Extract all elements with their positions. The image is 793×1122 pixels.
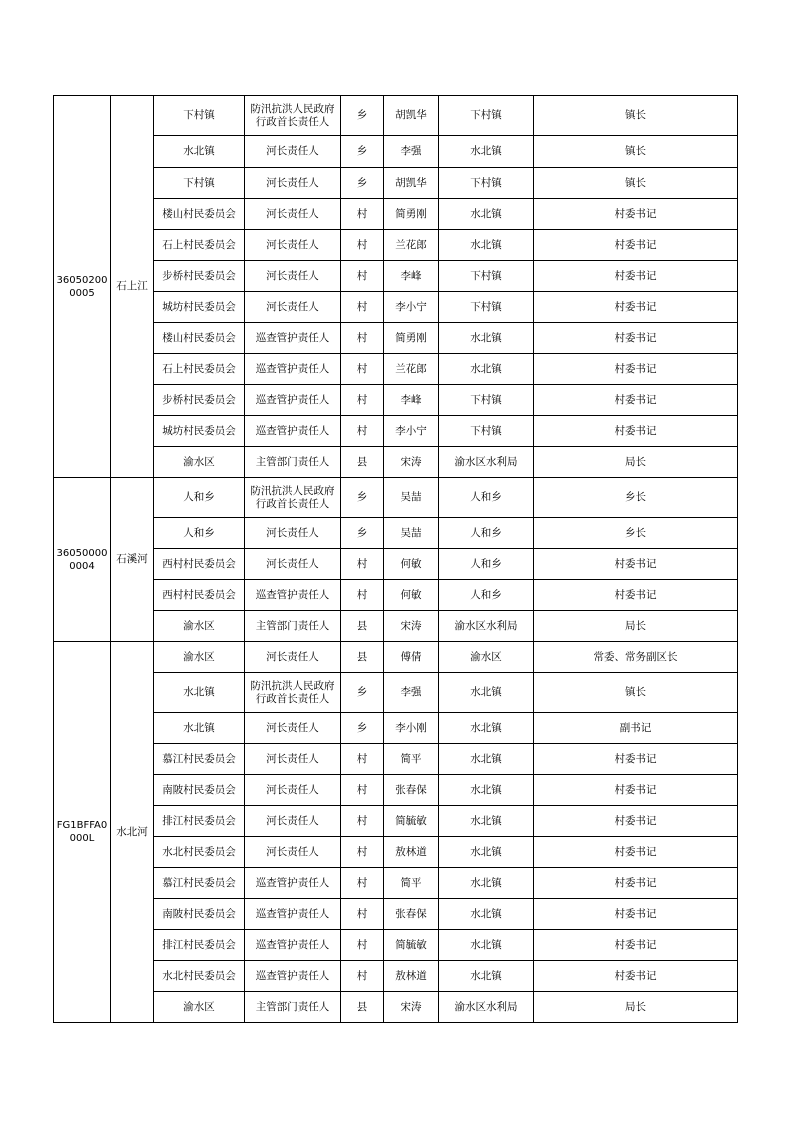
- level-cell: 村: [356, 557, 368, 570]
- org-cell: 水北镇: [470, 331, 502, 344]
- person-name-cell: 李强: [400, 686, 422, 698]
- table-rule: [737, 712, 738, 744]
- unit-cell: 渝水区: [183, 619, 215, 632]
- org-cell: 水北镇: [470, 876, 502, 889]
- table-rule: [53, 1022, 738, 1023]
- unit-cell: 慕江村民委员会: [162, 752, 236, 765]
- org-cell: 水北镇: [470, 969, 502, 982]
- unit-cell: 步桥村民委员会: [162, 269, 236, 282]
- river-code: 360502000005: [56, 274, 108, 299]
- role-cell: 河长责任人: [266, 721, 319, 734]
- org-cell: 人和乡: [470, 526, 502, 539]
- title-cell: 村委书记: [614, 907, 657, 920]
- table-rule: [737, 95, 738, 136]
- person-name-cell: 宋涛: [400, 1000, 422, 1013]
- person-name-cell: 胡凯华: [395, 109, 427, 121]
- unit-cell: 排江村民委员会: [162, 938, 236, 951]
- role-cell: 河长责任人: [266, 300, 319, 313]
- level-cell: 村: [356, 938, 368, 951]
- role-cell: 河长责任人: [266, 845, 319, 858]
- title-cell: 村委书记: [614, 969, 657, 982]
- role-cell: 防汛抗洪人民政府行政首长责任人: [250, 484, 335, 510]
- role-cell: 主管部门责任人: [255, 455, 330, 468]
- role-cell: 河长责任人: [266, 207, 319, 220]
- org-cell: 渝水区: [470, 650, 502, 663]
- unit-cell: 石上村民委员会: [162, 238, 236, 251]
- unit-cell: 下村镇: [183, 176, 215, 189]
- unit-cell: 水北镇: [183, 721, 215, 734]
- role-cell: 巡查管护责任人: [255, 393, 330, 406]
- river-name: 水北河: [116, 825, 148, 838]
- level-cell: 乡: [356, 721, 368, 734]
- person-name-cell: 张春保: [395, 907, 427, 920]
- org-cell: 下村镇: [470, 393, 502, 406]
- table-rule: [737, 579, 738, 611]
- title-cell: 乡长: [625, 526, 646, 539]
- person-name-cell: 张春保: [395, 783, 427, 796]
- level-cell: 村: [356, 588, 368, 601]
- river-code: 360500000004: [56, 547, 108, 572]
- title-cell: 村委书记: [614, 588, 657, 601]
- level-cell: 县: [356, 619, 368, 632]
- table-rule: [737, 548, 738, 580]
- role-cell: 河长责任人: [266, 145, 319, 157]
- level-cell: 村: [356, 238, 368, 251]
- role-cell: 河长责任人: [266, 238, 319, 251]
- person-name-cell: 简平: [400, 752, 422, 765]
- unit-cell: 楼山村民委员会: [162, 331, 236, 344]
- role-cell: 巡查管护责任人: [255, 938, 330, 951]
- table-rule: [737, 960, 738, 992]
- org-cell: 水北镇: [470, 238, 502, 251]
- unit-cell: 水北镇: [183, 145, 215, 157]
- person-name-cell: 李小刚: [395, 721, 427, 734]
- unit-cell: 慕江村民委员会: [162, 876, 236, 889]
- org-cell: 水北镇: [470, 938, 502, 951]
- level-cell: 乡: [356, 686, 368, 698]
- person-name-cell: 敖林道: [395, 969, 427, 982]
- table-rule: [737, 517, 738, 549]
- unit-cell: 城坊村民委员会: [162, 424, 236, 437]
- person-name-cell: 敖林道: [395, 845, 427, 858]
- table-rule: [737, 291, 738, 323]
- river-name: 石上江: [116, 280, 148, 292]
- org-cell: 渝水区水利局: [454, 455, 518, 468]
- title-cell: 村委书记: [614, 814, 657, 827]
- table-rule: [737, 991, 738, 1023]
- role-cell: 河长责任人: [266, 557, 319, 570]
- level-cell: 村: [356, 424, 368, 437]
- org-cell: 下村镇: [470, 424, 502, 437]
- person-name-cell: 李峰: [400, 269, 422, 282]
- level-cell: 村: [356, 845, 368, 858]
- unit-cell: 石上村民委员会: [162, 362, 236, 375]
- table-rule: [737, 260, 738, 292]
- level-cell: 村: [356, 814, 368, 827]
- role-cell: 河长责任人: [266, 814, 319, 827]
- level-cell: 村: [356, 393, 368, 406]
- table-rule: [737, 672, 738, 713]
- level-cell: 村: [356, 300, 368, 313]
- level-cell: 村: [356, 207, 368, 220]
- org-cell: 水北镇: [470, 814, 502, 827]
- person-name-cell: 简平: [400, 876, 422, 889]
- title-cell: 镇长: [625, 176, 646, 189]
- role-cell: 河长责任人: [266, 752, 319, 765]
- level-cell: 村: [356, 331, 368, 344]
- unit-cell: 渝水区: [183, 650, 215, 663]
- person-name-cell: 简勇刚: [395, 331, 427, 344]
- person-name-cell: 李强: [400, 145, 422, 157]
- org-cell: 下村镇: [470, 109, 502, 121]
- role-cell: 巡查管护责任人: [255, 588, 330, 601]
- table-rule: [737, 836, 738, 868]
- level-cell: 村: [356, 362, 368, 375]
- role-cell: 河长责任人: [266, 783, 319, 796]
- role-cell: 巡查管护责任人: [255, 969, 330, 982]
- title-cell: 镇长: [625, 109, 646, 121]
- role-cell: 巡查管护责任人: [255, 876, 330, 889]
- title-cell: 常委、常务副区长: [593, 650, 678, 663]
- level-cell: 村: [356, 269, 368, 282]
- unit-cell: 南陂村民委员会: [162, 907, 236, 920]
- table-rule: [737, 353, 738, 385]
- table-rule: [737, 322, 738, 354]
- org-cell: 水北镇: [470, 686, 502, 698]
- person-name-cell: 李小宁: [395, 300, 427, 313]
- title-cell: 村委书记: [614, 238, 657, 251]
- title-cell: 局长: [625, 1000, 646, 1013]
- role-cell: 防汛抗洪人民政府行政首长责任人: [250, 102, 335, 128]
- level-cell: 村: [356, 752, 368, 765]
- person-name-cell: 宋涛: [400, 619, 422, 632]
- org-cell: 下村镇: [470, 176, 502, 189]
- title-cell: 村委书记: [614, 393, 657, 406]
- role-cell: 巡查管护责任人: [255, 362, 330, 375]
- org-cell: 水北镇: [470, 907, 502, 920]
- table-rule: [737, 867, 738, 899]
- table-rule: [737, 477, 738, 518]
- org-cell: 渝水区水利局: [454, 1000, 518, 1013]
- table-rule: [737, 167, 738, 199]
- person-name-cell: 何敏: [400, 588, 422, 601]
- person-name-cell: 吴喆: [400, 526, 422, 539]
- table-rule: [737, 229, 738, 261]
- title-cell: 村委书记: [614, 269, 657, 282]
- role-cell: 河长责任人: [266, 526, 319, 539]
- role-cell: 河长责任人: [266, 176, 319, 189]
- org-cell: 人和乡: [470, 588, 502, 601]
- level-cell: 村: [356, 876, 368, 889]
- unit-cell: 水北村民委员会: [162, 969, 236, 982]
- org-cell: 水北镇: [470, 721, 502, 734]
- table-rule: [737, 743, 738, 775]
- person-name-cell: 何敏: [400, 557, 422, 570]
- title-cell: 乡长: [625, 491, 646, 503]
- unit-cell: 排江村民委员会: [162, 814, 236, 827]
- table-rule: [737, 610, 738, 642]
- unit-cell: 下村镇: [183, 109, 215, 121]
- org-cell: 人和乡: [470, 491, 502, 503]
- org-cell: 渝水区水利局: [454, 619, 518, 632]
- table-rule: [737, 415, 738, 447]
- role-cell: 河长责任人: [266, 650, 319, 663]
- table-rule: [737, 641, 738, 673]
- table-rule: [737, 898, 738, 930]
- title-cell: 副书记: [619, 721, 652, 734]
- unit-cell: 人和乡: [183, 526, 215, 539]
- title-cell: 局长: [625, 455, 646, 468]
- role-cell: 巡查管护责任人: [255, 331, 330, 344]
- role-cell: 防汛抗洪人民政府行政首长责任人: [250, 679, 335, 705]
- level-cell: 乡: [356, 109, 368, 121]
- person-name-cell: 简毓敏: [395, 814, 427, 827]
- table-rule: [737, 446, 738, 478]
- person-name-cell: 李峰: [400, 393, 422, 406]
- org-cell: 水北镇: [470, 207, 502, 220]
- level-cell: 县: [356, 1000, 368, 1013]
- role-cell: 巡查管护责任人: [255, 424, 330, 437]
- level-cell: 乡: [356, 491, 368, 503]
- unit-cell: 西村村民委员会: [162, 588, 236, 601]
- table-rule: [737, 384, 738, 416]
- org-cell: 水北镇: [470, 752, 502, 765]
- level-cell: 村: [356, 969, 368, 982]
- title-cell: 镇长: [625, 145, 646, 157]
- unit-cell: 南陂村民委员会: [162, 783, 236, 796]
- level-cell: 村: [356, 783, 368, 796]
- org-cell: 下村镇: [470, 300, 502, 313]
- level-cell: 县: [356, 650, 368, 663]
- role-cell: 河长责任人: [266, 269, 319, 282]
- table-rule: [737, 198, 738, 230]
- title-cell: 村委书记: [614, 557, 657, 570]
- level-cell: 县: [356, 455, 368, 468]
- level-cell: 乡: [356, 145, 368, 157]
- level-cell: 乡: [356, 526, 368, 539]
- unit-cell: 水北村民委员会: [162, 845, 236, 858]
- org-cell: 水北镇: [470, 845, 502, 858]
- unit-cell: 渝水区: [183, 455, 215, 468]
- person-name-cell: 兰花郎: [395, 238, 427, 251]
- unit-cell: 人和乡: [183, 491, 215, 503]
- unit-cell: 西村村民委员会: [162, 557, 236, 570]
- river-name: 石溪河: [116, 553, 148, 565]
- role-cell: 主管部门责任人: [255, 619, 330, 632]
- person-name-cell: 简毓敏: [395, 938, 427, 951]
- title-cell: 镇长: [625, 686, 646, 698]
- title-cell: 村委书记: [614, 424, 657, 437]
- role-cell: 主管部门责任人: [255, 1000, 330, 1013]
- org-cell: 下村镇: [470, 269, 502, 282]
- title-cell: 村委书记: [614, 876, 657, 889]
- unit-cell: 楼山村民委员会: [162, 207, 236, 220]
- title-cell: 局长: [625, 619, 646, 632]
- person-name-cell: 李小宁: [395, 424, 427, 437]
- title-cell: 村委书记: [614, 207, 657, 220]
- title-cell: 村委书记: [614, 331, 657, 344]
- title-cell: 村委书记: [614, 300, 657, 313]
- person-name-cell: 胡凯华: [395, 176, 427, 189]
- level-cell: 乡: [356, 176, 368, 189]
- level-cell: 村: [356, 907, 368, 920]
- river-code: FG1BFFA0000L: [56, 820, 108, 844]
- unit-cell: 城坊村民委员会: [162, 300, 236, 313]
- unit-cell: 渝水区: [183, 1000, 215, 1013]
- person-name-cell: 傅倩: [400, 650, 422, 663]
- org-cell: 水北镇: [470, 783, 502, 796]
- org-cell: 水北镇: [470, 362, 502, 375]
- role-cell: 巡查管护责任人: [255, 907, 330, 920]
- person-name-cell: 兰花郎: [395, 362, 427, 375]
- table-rule: [737, 774, 738, 806]
- title-cell: 村委书记: [614, 938, 657, 951]
- table-rule: [737, 805, 738, 837]
- title-cell: 村委书记: [614, 362, 657, 375]
- person-name-cell: 吴喆: [400, 491, 422, 503]
- unit-cell: 步桥村民委员会: [162, 393, 236, 406]
- org-cell: 水北镇: [470, 145, 502, 157]
- person-name-cell: 宋涛: [400, 455, 422, 468]
- unit-cell: 水北镇: [183, 686, 215, 698]
- person-name-cell: 简勇刚: [395, 207, 427, 220]
- table-rule: [737, 929, 738, 961]
- title-cell: 村委书记: [614, 845, 657, 858]
- title-cell: 村委书记: [614, 752, 657, 765]
- title-cell: 村委书记: [614, 783, 657, 796]
- table-rule: [737, 135, 738, 168]
- org-cell: 人和乡: [470, 557, 502, 570]
